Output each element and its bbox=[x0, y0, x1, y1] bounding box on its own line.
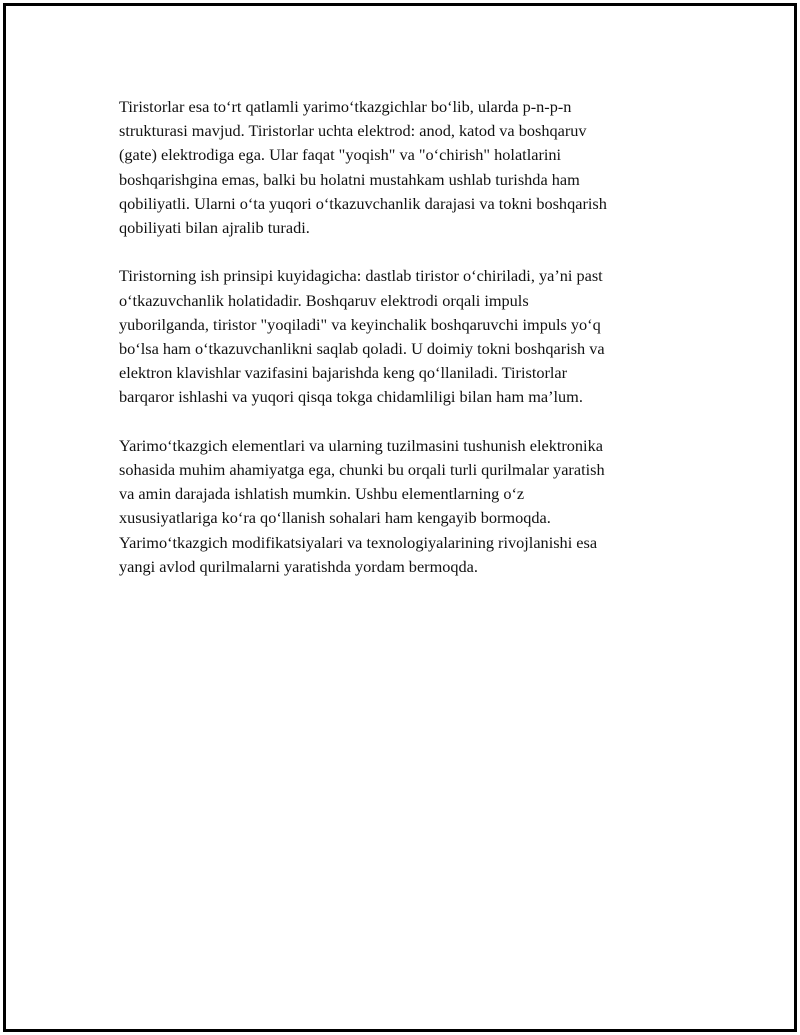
text-line: Tiristorning ish prinsipi kuyidagicha: dastlab tiristor o‘chiriladi, ya’ni past bbox=[119, 266, 603, 286]
document-page bbox=[3, 3, 797, 1032]
text-line: Yarimo‘tkazgich modifikatsiyalari va texnologiyalarining rivojlanishi esa bbox=[119, 532, 598, 552]
text-line: qobiliyatli. Ularni o‘ta yuqori o‘tkazuvchanlik darajasi va tokni boshqarish bbox=[119, 193, 607, 213]
text-line: sohasida muhim ahamiyatga ega, chunki bu orqali turli qurilmalar yaratish bbox=[119, 460, 605, 480]
paragraph-thyristor-operation bbox=[119, 264, 679, 409]
document-body bbox=[119, 95, 679, 603]
text-line: elektron klavishlar vazifasini bajarishda keng qo‘llaniladi. Tiristorlar bbox=[119, 363, 568, 383]
paragraph-thyristor-structure bbox=[119, 95, 679, 240]
text-line: boshqarishgina emas, balki bu holatni mustahkam ushlab turishda ham bbox=[119, 169, 580, 189]
text-line: xususiyatlariga ko‘ra qo‘llanish sohalari ham kengayib bormoqda. bbox=[119, 508, 551, 528]
text-line: yuborilganda, tiristor "yoqiladi" va keyinchalik boshqaruvchi impuls yo‘q bbox=[119, 314, 601, 334]
text-line: strukturasi mavjud. Tiristorlar uchta elektrod: anod, katod va boshqaruv bbox=[119, 121, 587, 141]
text-line: yangi avlod qurilmalarni yaratishda yordam bermoqda. bbox=[119, 556, 478, 576]
text-line: Yarimo‘tkazgich elementlari va ularning tuzilmasini tushunish elektronika bbox=[119, 435, 603, 455]
text-line: barqaror ishlashi va yuqori qisqa tokga chidamliligi bilan ham ma’lum. bbox=[119, 387, 583, 407]
text-line: (gate) elektrodiga ega. Ular faqat "yoqish" va "o‘chirish" holatlarini bbox=[119, 145, 562, 165]
paragraph-semiconductor-importance bbox=[119, 434, 679, 579]
text-line: Tiristorlar esa to‘rt qatlamli yarimo‘tkazgichlar bo‘lib, ularda p-n-p-n bbox=[119, 97, 572, 116]
text-line: o‘tkazuvchanlik holatidadir. Boshqaruv elektrodi orqali impuls bbox=[119, 290, 529, 310]
text-line: bo‘lsa ham o‘tkazuvchanlikni saqlab qoladi. U doimiy tokni boshqarish va bbox=[119, 339, 605, 359]
text-line: va amin darajada ishlatish mumkin. Ushbu elementlarning o‘z bbox=[119, 484, 525, 504]
text-line: qobiliyati bilan ajralib turadi. bbox=[119, 218, 310, 238]
